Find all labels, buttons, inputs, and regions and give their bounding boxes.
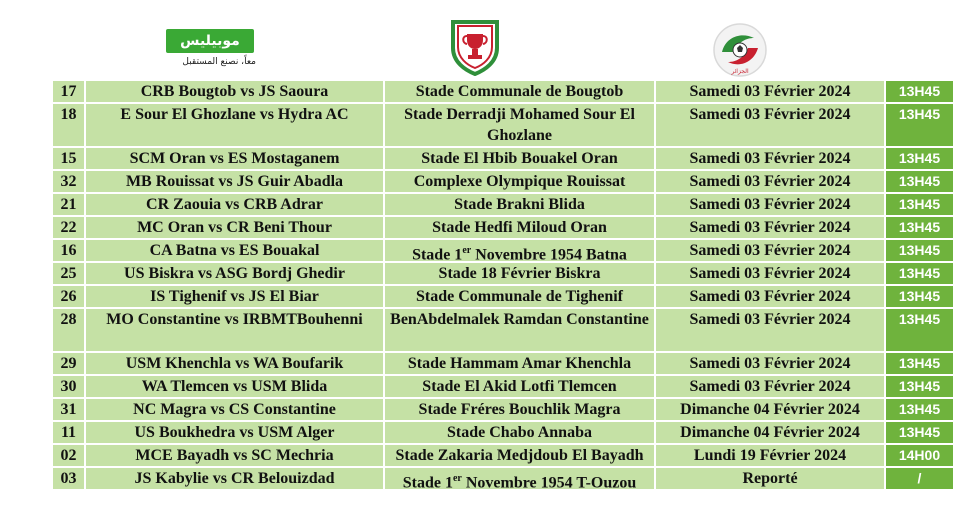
match-time: 14H00 [886, 445, 953, 466]
league-logo [449, 18, 501, 76]
match-number: 32 [60, 173, 77, 190]
fixture-row [53, 171, 953, 192]
fixture-row [53, 399, 953, 420]
fixture-row [53, 194, 953, 215]
fixture-row [53, 422, 953, 443]
match-time: 13H45 [886, 353, 953, 374]
match-date: Reporté [742, 470, 798, 487]
match-teams: MC Oran vs CR Beni Thour [137, 219, 332, 236]
federation-logo [712, 22, 768, 78]
fixture-row [53, 240, 953, 264]
match-time: 13H45 [886, 240, 953, 261]
match-date: Lundi 19 Février 2024 [693, 447, 847, 464]
match-date: Samedi 03 Février 2024 [689, 355, 851, 372]
match-teams: US Biskra vs ASG Bordj Ghedir [124, 265, 345, 282]
match-number: 26 [60, 288, 77, 305]
match-number: 11 [60, 424, 77, 441]
fixture-row [53, 445, 953, 466]
fixture-row [53, 353, 953, 374]
match-stadium: Stade Fréres Bouchlik Magra [418, 401, 621, 418]
match-date: Samedi 03 Février 2024 [689, 173, 851, 190]
match-number: 03 [60, 470, 77, 487]
match-teams: WA Tlemcen vs USM Blida [141, 378, 328, 395]
match-date: Samedi 03 Février 2024 [689, 150, 851, 167]
match-time: 13H45 [886, 263, 953, 284]
match-stadium: Stade 1er Novembre 1954 T-Ouzou [402, 473, 637, 492]
match-number: 31 [60, 401, 77, 418]
fixture-row [53, 217, 953, 238]
match-number: 18 [60, 106, 77, 123]
match-number: 30 [60, 378, 77, 395]
mobilis-logo-box: موبيليس [166, 29, 254, 53]
match-stadium: Stade 1er Novembre 1954 Batna [412, 245, 627, 264]
match-number: 22 [60, 219, 77, 236]
match-stadium: Stade Zakaria Medjdoub El Bayadh [395, 447, 644, 464]
match-time: 13H45 [886, 104, 953, 146]
fixture-row [53, 104, 953, 146]
match-date: Samedi 03 Février 2024 [689, 378, 851, 395]
match-time: 13H45 [886, 171, 953, 192]
match-stadium: BenAbdelmalek Ramdan Constantine [390, 311, 649, 328]
match-time: 13H45 [886, 286, 953, 307]
match-time: 13H45 [886, 217, 953, 238]
match-date: Samedi 03 Février 2024 [689, 106, 851, 123]
match-teams: CR Zaouia vs CRB Adrar [146, 196, 323, 213]
match-stadium: Stade Communale de Tighenif [416, 288, 623, 305]
match-time: 13H45 [886, 81, 953, 102]
svg-text:الجزائر: الجزائر [731, 68, 749, 75]
match-time: 13H45 [886, 194, 953, 215]
match-stadium: Stade Communale de Bougtob [415, 83, 624, 100]
match-number: 15 [60, 150, 77, 167]
match-teams: SCM Oran vs ES Mostaganem [129, 150, 340, 167]
match-stadium: Complexe Olympique Rouissat [413, 173, 626, 190]
match-time: 13H45 [886, 309, 953, 351]
match-number: 25 [60, 265, 77, 282]
match-stadium: Stade El Hbib Bouakel Oran [421, 150, 618, 167]
match-date: Samedi 03 Février 2024 [689, 265, 851, 282]
match-time: / [886, 468, 953, 489]
match-teams: E Sour El Ghozlane vs Hydra AC [120, 106, 349, 123]
fixture-row [53, 148, 953, 169]
match-time: 13H45 [886, 422, 953, 443]
match-teams: IS Tighenif vs JS El Biar [150, 288, 319, 305]
match-stadium: Stade Hedfi Miloud Oran [432, 219, 607, 236]
mobilis-logo [166, 29, 256, 73]
match-date: Samedi 03 Février 2024 [689, 242, 851, 259]
fixture-row [53, 286, 953, 307]
match-time: 13H45 [886, 376, 953, 397]
match-teams: MB Rouissat vs JS Guir Abadla [125, 173, 344, 190]
match-teams: MCE Bayadh vs SC Mechria [135, 447, 334, 464]
fixture-row [53, 81, 953, 102]
match-stadium: Stade 18 Février Biskra [438, 265, 601, 282]
match-date: Samedi 03 Février 2024 [689, 83, 851, 100]
match-teams: CRB Bougtob vs JS Saoura [140, 83, 329, 100]
fixture-row [53, 376, 953, 397]
fixture-row [53, 263, 953, 284]
match-stadium: Stade Hammam Amar Khenchla [407, 355, 632, 372]
match-time: 13H45 [886, 148, 953, 169]
match-number: 29 [60, 355, 77, 372]
match-teams: US Boukhedra vs USM Alger [134, 424, 335, 441]
league-shield-icon [449, 18, 501, 76]
federation-emblem-icon [712, 22, 768, 78]
match-date: Dimanche 04 Février 2024 [680, 424, 860, 441]
match-date: Dimanche 04 Février 2024 [680, 401, 860, 418]
fixture-row [53, 309, 953, 351]
match-teams: USM Khenchla vs WA Boufarik [125, 355, 344, 372]
match-stadium: Stade Derradji Mohamed Sour El Ghozlane [404, 106, 635, 144]
match-number: 21 [60, 196, 77, 213]
match-date: Samedi 03 Février 2024 [689, 288, 851, 305]
match-time: 13H45 [886, 399, 953, 420]
match-stadium: Stade Chabo Annaba [447, 424, 592, 441]
match-teams: NC Magra vs CS Constantine [133, 401, 336, 418]
match-date: Samedi 03 Février 2024 [689, 219, 851, 236]
match-date: Samedi 03 Février 2024 [689, 196, 851, 213]
match-teams: CA Batna vs ES Bouakal [149, 242, 320, 259]
match-number: 28 [60, 311, 77, 328]
mobilis-tagline: معاً، نصنع المستقبل [182, 57, 256, 67]
match-number: 17 [60, 83, 77, 100]
match-number: 02 [60, 447, 77, 464]
match-stadium: Stade Brakni Blida [454, 196, 585, 213]
match-stadium: Stade El Akid Lotfi Tlemcen [422, 378, 617, 395]
match-date: Samedi 03 Février 2024 [689, 311, 851, 328]
fixture-row [53, 468, 953, 492]
match-number: 16 [60, 242, 77, 259]
match-teams: JS Kabylie vs CR Belouizdad [134, 470, 335, 487]
match-teams: MO Constantine vs IRBMTBouhenni [106, 311, 363, 328]
